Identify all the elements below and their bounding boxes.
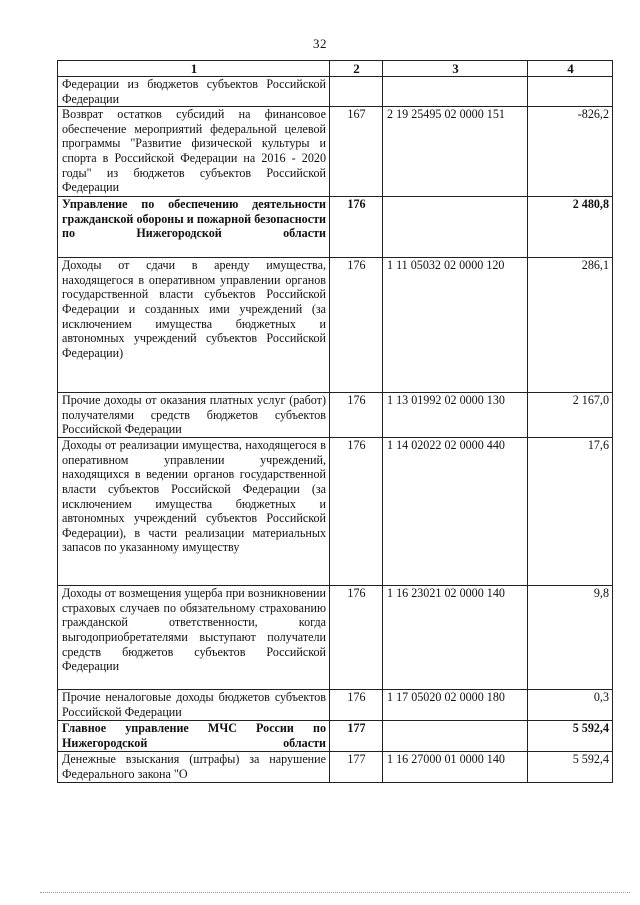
revenue-table bbox=[57, 60, 613, 783]
row-budget-classification-code: 1 16 23021 02 0000 140 bbox=[383, 586, 528, 690]
table-row-section bbox=[58, 197, 613, 258]
table-row bbox=[58, 752, 613, 783]
row-amount: 2 480,8 bbox=[528, 197, 613, 258]
row-budget-classification-code: 1 16 27000 01 0000 140 bbox=[383, 752, 528, 783]
table-header-row bbox=[58, 61, 613, 77]
table-row bbox=[58, 258, 613, 393]
row-name: Федерации из бюджетов субъектов Российской Федерации bbox=[58, 77, 330, 107]
row-name: Управление по обеспечению деятельности гражданской обороны и пожарной безопасности по Нижегородской области bbox=[58, 197, 330, 258]
row-name: Прочие доходы от оказания платных услуг (работ) получателями средств бюджетов субъектов Российской Федерации bbox=[58, 393, 330, 438]
row-amount: -826,2 bbox=[528, 107, 613, 197]
row-amount: 9,8 bbox=[528, 586, 613, 690]
table-row bbox=[58, 438, 613, 586]
row-amount: 286,1 bbox=[528, 258, 613, 393]
table-row bbox=[58, 690, 613, 721]
row-admin-code: 177 bbox=[330, 752, 383, 783]
page-number: 32 bbox=[313, 36, 327, 51]
row-admin-code: 176 bbox=[330, 690, 383, 721]
table-row-section bbox=[58, 721, 613, 752]
row-budget-classification-code bbox=[383, 721, 528, 752]
row-admin-code: 176 bbox=[330, 586, 383, 690]
row-budget-classification-code: 1 14 02022 02 0000 440 bbox=[383, 438, 528, 586]
table-row bbox=[58, 107, 613, 197]
row-name: Доходы от реализации имущества, находящегося в оперативном управлении учреждений, находящихся в ведении органов государственной власти субъектов Российской Федерации (за исключением имущества бюджетных и автономных учреждений субъектов Российской Федерации), в части реализации материальных запасов по указанному имуществу bbox=[58, 438, 330, 586]
scan-edge-artifact bbox=[40, 892, 630, 894]
row-amount: 2 167,0 bbox=[528, 393, 613, 438]
row-amount bbox=[528, 77, 613, 107]
row-budget-classification-code: 1 11 05032 02 0000 120 bbox=[383, 258, 528, 393]
row-budget-classification-code bbox=[383, 197, 528, 258]
table-row bbox=[58, 393, 613, 438]
column-header-2: 2 bbox=[330, 61, 383, 77]
column-header-3: 3 bbox=[383, 61, 528, 77]
row-budget-classification-code bbox=[383, 77, 528, 107]
row-budget-classification-code: 1 13 01992 02 0000 130 bbox=[383, 393, 528, 438]
row-admin-code: 177 bbox=[330, 721, 383, 752]
row-name: Главное управление МЧС России по Нижегородской области bbox=[58, 721, 330, 752]
column-header-4: 4 bbox=[528, 61, 613, 77]
column-header-1: 1 bbox=[58, 61, 330, 77]
row-budget-classification-code: 1 17 05020 02 0000 180 bbox=[383, 690, 528, 721]
row-name: Доходы от сдачи в аренду имущества, находящегося в оперативном управлении органов государственной власти субъектов Российской Федерации и созданных ими учреждений (за исключением имущества бюджетных и автономных учреждений субъектов Российской Федерации) bbox=[58, 258, 330, 393]
row-admin-code bbox=[330, 77, 383, 107]
row-name: Возврат остатков субсидий на финансовое обеспечение мероприятий федеральной целевой программы "Развитие физической культуры и спорта в Российской Федерации на 2016 - 2020 годы" из бюджетов субъектов Российской Федерации bbox=[58, 107, 330, 197]
row-amount: 5 592,4 bbox=[528, 752, 613, 783]
row-admin-code: 176 bbox=[330, 258, 383, 393]
row-amount: 5 592,4 bbox=[528, 721, 613, 752]
row-budget-classification-code: 2 19 25495 02 0000 151 bbox=[383, 107, 528, 197]
row-name: Прочие неналоговые доходы бюджетов субъектов Российской Федерации bbox=[58, 690, 330, 721]
table-row bbox=[58, 586, 613, 690]
row-name: Денежные взыскания (штрафы) за нарушение Федерального закона "О bbox=[58, 752, 330, 783]
row-admin-code: 176 bbox=[330, 438, 383, 586]
row-admin-code: 176 bbox=[330, 197, 383, 258]
table-row bbox=[58, 77, 613, 107]
row-amount: 17,6 bbox=[528, 438, 613, 586]
row-amount: 0,3 bbox=[528, 690, 613, 721]
row-admin-code: 176 bbox=[330, 393, 383, 438]
row-name: Доходы от возмещения ущерба при возникновении страховых случаев по обязательному страхованию гражданской ответственности, когда выгодоприобретателями выступают получатели средств бюджетов субъектов Российской Федерации bbox=[58, 586, 330, 690]
row-admin-code: 167 bbox=[330, 107, 383, 197]
